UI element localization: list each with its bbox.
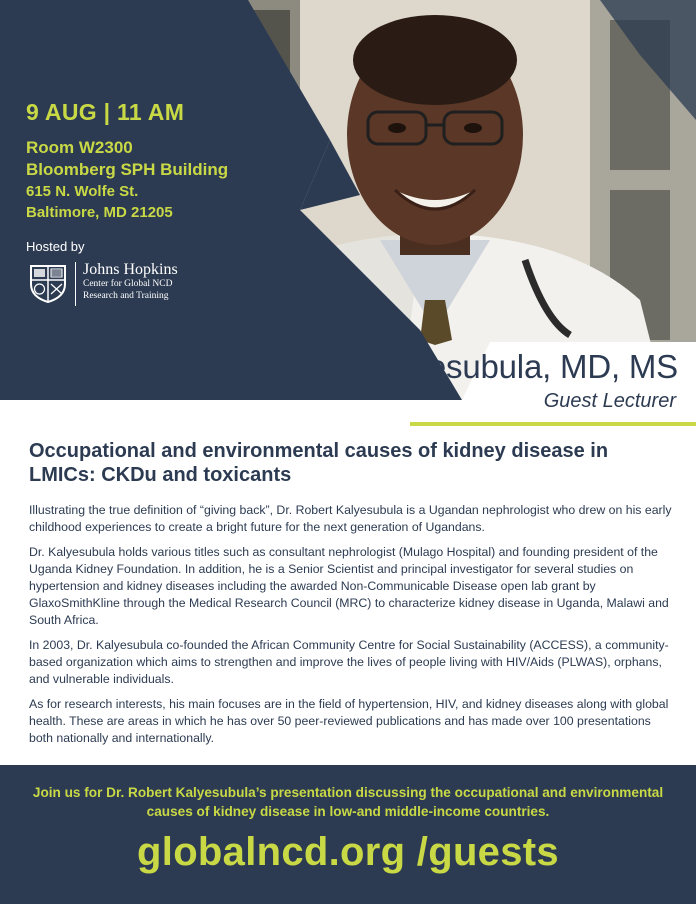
footer-banner [0, 765, 696, 904]
bio-paragraph: In 2003, Dr. Kalyesubula co-founded the African Community Centre for Social Sustainability (ACCESS), a community-based organization which aims to strengthen and improve the lives of people living with HIV/Aids (PLWAS), orphans, and vulnerable individuals. [29, 638, 669, 686]
event-info [26, 97, 266, 223]
event-city: Baltimore, MD 21205 [26, 204, 173, 221]
logo-divider [75, 262, 76, 306]
event-room: Room W2300 [26, 138, 133, 157]
accent-divider [410, 422, 696, 426]
call-to-action: Join us for Dr. Robert Kalyesubula’s presentation discussing the occupational and environmental causes of kidney disease in low-and middle-income countries. [32, 785, 664, 819]
speaker-bio [29, 502, 677, 755]
hosted-by-label: Hosted by [26, 239, 85, 254]
website-link[interactable]: globalncd.org /guests [137, 830, 559, 874]
event-building: Bloomberg SPH Building [26, 160, 229, 179]
talk-title: Occupational and environmental causes of kidney disease in LMICs: CKDu and toxicants [29, 440, 609, 486]
org-subtitle-line-2: Research and Training [83, 290, 169, 301]
speaker-role: Guest Lecturer [543, 390, 676, 412]
logo-text [83, 260, 178, 302]
event-street: 615 N. Wolfe St. [26, 183, 139, 200]
johns-hopkins-logo [27, 260, 197, 308]
org-subtitle-line-1: Center for Global NCD [83, 279, 173, 289]
event-date-time: 9 AUG | 11 AM [26, 99, 185, 125]
hero-section [0, 0, 696, 400]
bio-paragraph: Illustrating the true definition of “giving back”, Dr. Robert Kalyesubula is a Ugandan nephrologist who drew on his early childhood experiences to create a bright future for the next generation of Ugandans. [29, 503, 672, 534]
bio-paragraph: As for research interests, his main focuses are in the field of hypertension, HIV, and kidney diseases along with global health. These are areas in which he has over 50 peer-reviewed publications and has made over 100 presentations both nationally and internationally. [29, 697, 669, 745]
speaker-name: Robert Kalyesubula, MD, MS [257, 348, 678, 385]
johns-hopkins-shield-icon [27, 262, 69, 304]
event-location [26, 137, 266, 223]
org-name: Johns Hopkins [83, 261, 178, 278]
bio-paragraph: Dr. Kalyesubula holds various titles such as consultant nephrologist (Mulago Hospital) and founding president of the Uganda Kidney Foundation. In addition, he is a Senior Scientist and principal investigator for several studies on hypertension and kidney diseases including the awarded Non-Communicable Disease open lab grant by GlaxoSmithKline through the Medical Research Council (MRC) to characterize kidney disease in Uganda, Malawi and South Africa. [29, 545, 669, 627]
